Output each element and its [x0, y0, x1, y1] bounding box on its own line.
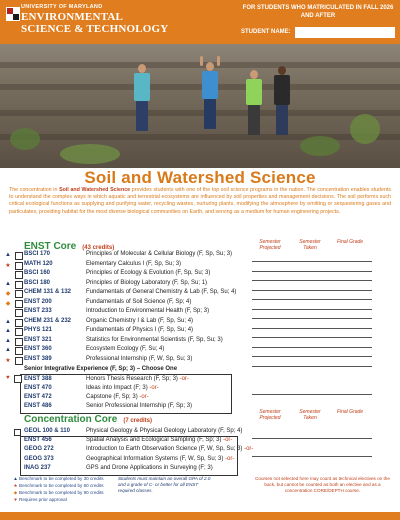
course-checkbox[interactable]	[15, 309, 23, 317]
course-name: Introduction to Earth Observation Science (F, W, Sp, Su; 3) -or-	[86, 446, 254, 453]
course-code: ENST 388	[24, 376, 52, 382]
course-name: Physical Geology & Physical Geology Laboratory (F, Sp; 4)	[86, 428, 243, 434]
course-code: GEOG 272	[24, 446, 54, 453]
course-name: Elementary Calculus I (F, Sp, Su; 3)	[86, 260, 182, 267]
legend-item	[12, 496, 104, 503]
benchmark-90-icon: ◆	[13, 490, 18, 496]
course-name: Ideas into Impact (F; 3) -or-	[86, 385, 159, 391]
matriculation-notice: FOR STUDENTS WHO MATRICULATED IN FALL 2026 AND AFTER	[242, 5, 394, 19]
course-code: PHYS 121	[24, 327, 53, 333]
legend-text: Benchmark to be completed by 90 credits	[19, 490, 104, 496]
semester-projected-cell[interactable]	[252, 428, 292, 439]
logo-line-2: SCIENCE & TECHNOLOGY	[21, 22, 169, 35]
semester-projected-cell[interactable]	[252, 446, 292, 457]
final-grade-cell[interactable]	[332, 446, 372, 457]
course-row	[0, 270, 400, 280]
course-row	[0, 280, 400, 290]
senior-exp-label: Senior Integrative Experience (F, Sp; 3) – Choose One	[24, 366, 178, 372]
course-checkbox[interactable]	[15, 338, 23, 346]
enst-core-credits: (43 credits)	[82, 245, 115, 251]
course-name: Capstone (F, Sp; 3) -or-	[86, 394, 149, 400]
course-name: GPS and Drone Applications in Surveying (F; 3)	[86, 464, 213, 471]
or-label: -or-	[244, 446, 254, 453]
course-checkbox[interactable]	[15, 281, 23, 289]
benchmark-60-icon: ★	[13, 483, 18, 489]
column-header-grade-2: Final Grade	[336, 409, 364, 415]
final-grade-cell[interactable]	[332, 384, 372, 395]
course-code: BSCI 170	[24, 251, 51, 257]
course-checkbox[interactable]	[14, 429, 21, 436]
course-name: Fundamentals of General Chemistry & Lab (F, Sp, Su; 4)	[86, 289, 237, 295]
benchmark-30-icon: ▲	[5, 318, 11, 325]
benchmark-30-icon: ▲	[5, 328, 11, 334]
course-code: ENST 470	[24, 385, 52, 391]
course-name: Honors Thesis Research (F, Sp; 3) -or-	[86, 376, 189, 382]
department-logo	[21, 5, 168, 35]
benchmark-30-icon: ▲	[5, 252, 11, 258]
legend-item	[12, 475, 104, 482]
final-grade-cell[interactable]	[332, 428, 372, 439]
final-grade-cell[interactable]	[332, 356, 372, 367]
course-name: Fundamentals of Physics I (F, Sp, Su; 4)	[86, 327, 194, 333]
course-code: ENST 360	[24, 346, 52, 352]
elective-note: Courses not selected here may count as technical electives on the back, but cannot be counted as both an elective and as a concentration CORE/DEPTH course.	[255, 476, 390, 494]
column-header-taken: Semester Taken	[299, 239, 321, 251]
course-code: GEOL 100 & 110	[24, 428, 70, 434]
course-code: BSCI 160	[24, 270, 51, 276]
course-row	[0, 308, 400, 318]
course-name: Principles of Ecology & Evolution (F, Sp, Su; 3)	[86, 270, 211, 276]
intro-paragraph: The concentration in Soil and Watershed Science provides students with one of the top soil science programs in the nation. The concentration enables students to understand the complex ways in which aquatic and terrestrial ecosystems are influenced by soil properties and management decisions. The soil performs such critical ecological functions as supplying and purifying water, recycling wastes, nurturing plants, modifying the atmosphere by emitting or sequestering gases and particulates, providing habitat for the most diverse biological communities on Earth, and serving as a medium for human engineering projects.	[9, 187, 392, 215]
logo-line-1: ENVIRONMENTAL	[21, 10, 124, 23]
course-name: Fundamentals of Soil Science (F, Sp; 4)	[86, 298, 192, 305]
course-checkbox[interactable]	[15, 357, 23, 365]
course-row	[0, 299, 400, 309]
course-code: ENST 486	[24, 403, 52, 409]
course-code: ENST 233	[24, 308, 52, 314]
course-checkbox[interactable]	[15, 252, 23, 260]
footer-bar	[0, 512, 400, 520]
column-header-taken-2: Semester Taken	[299, 409, 321, 421]
benchmark-30-icon: ▲	[5, 347, 11, 353]
course-name: Organic Chemistry I & Lab (F, Sp, Su; 4)	[86, 317, 194, 324]
course-code: GEOG 373	[24, 455, 54, 462]
concentration-heading: Concentration Core (7 credits)	[24, 414, 153, 425]
course-checkbox[interactable]	[15, 319, 23, 327]
heart-icon: ♥	[6, 375, 10, 381]
logo-small-text: UNIVERSITY OF MARYLAND	[21, 4, 103, 10]
gpa-note: Students must maintain an overall GPA of 2.0 and a grade of C- or better for all ENST required classes.	[118, 476, 211, 494]
benchmark-60-icon: ★	[5, 262, 11, 269]
heart-icon: ♥	[14, 497, 17, 503]
page-title: Soil and Watershed Science	[84, 168, 316, 187]
course-row	[0, 356, 400, 366]
course-checkbox[interactable]	[15, 347, 23, 355]
course-row	[0, 337, 400, 347]
student-name-label: STUDENT NAME:	[241, 29, 291, 35]
course-name: Principles of Molecular & Cellular Biology (F, Sp, Su; 3)	[86, 251, 233, 257]
course-row	[0, 346, 400, 356]
senior-exp-checkbox[interactable]	[14, 375, 22, 383]
course-code: ENST 472	[24, 394, 52, 400]
course-checkbox[interactable]	[15, 271, 23, 279]
benchmark-30-icon: ▲	[13, 476, 18, 481]
intro-bold-term: Soil and Watershed Science	[59, 187, 131, 193]
column-header-projected-2: Semester Projected	[259, 409, 281, 421]
benchmark-30-icon: ▲	[5, 280, 11, 287]
course-code: ENST 389	[24, 355, 52, 362]
course-code: ENST 200	[24, 298, 52, 305]
course-code: CHEM 231 & 232	[24, 317, 72, 324]
concentration-credits: (7 credits)	[123, 418, 153, 424]
course-name: Principles of Biology Laboratory (F, Sp, Su; 1)	[86, 279, 208, 286]
column-header-grade: Final Grade	[336, 239, 364, 245]
course-name: Geographical Information Systems (F, W, Sp, Su; 3) -or-	[86, 455, 235, 462]
course-row	[0, 289, 400, 299]
semester-taken-cell[interactable]	[292, 356, 332, 367]
semester-taken-cell[interactable]	[292, 384, 332, 395]
or-label: -or-	[179, 376, 189, 382]
or-label: -or-	[223, 437, 233, 444]
header-bar	[0, 0, 400, 44]
course-name: Statistics for Environmental Scientists (F, Sp, Su; 3)	[86, 336, 223, 343]
legend-item	[12, 489, 104, 496]
benchmark-60-icon: ★	[5, 357, 11, 364]
course-code: BSCI 180	[24, 279, 51, 286]
course-name: Introduction to Environmental Health (F, Sp; 3)	[86, 308, 210, 314]
benchmark-90-icon: ◆	[5, 300, 11, 307]
course-checkbox[interactable]	[15, 290, 23, 298]
column-header-projected: Semester Projected	[259, 239, 281, 251]
course-row	[0, 251, 400, 261]
enst-core-heading: ENST Core (43 credits)	[24, 241, 115, 252]
course-code: ENST 456	[24, 437, 52, 444]
course-code: ENST 321	[24, 336, 52, 343]
hero-photo	[0, 44, 400, 168]
course-code: INAG 237	[24, 464, 51, 471]
legend-text: Benchmark to be completed by 30 credits	[19, 476, 104, 481]
benchmark-legend	[12, 475, 104, 503]
course-checkbox[interactable]	[15, 328, 23, 336]
legend-text: Benchmark to be completed by 60 credits	[19, 483, 104, 489]
legend-item	[12, 482, 104, 489]
course-name: Spatial Analysis and Ecological Sampling (F, Sp; 3) -or-	[86, 437, 233, 444]
semester-taken-cell[interactable]	[292, 446, 332, 457]
or-label: -or-	[225, 455, 235, 462]
course-name: Senior Professional Internship (F, Sp; 3)	[86, 403, 193, 409]
student-name-field[interactable]	[295, 27, 395, 38]
semester-projected-cell[interactable]	[252, 384, 292, 395]
course-code: CHEM 131 & 132	[24, 289, 72, 295]
course-name: Ecosystem Ecology (F, Su; 4)	[86, 346, 165, 352]
semester-projected-cell[interactable]	[252, 356, 292, 367]
legend-text: Requires prior approval	[19, 497, 67, 503]
benchmark-30-icon: ▲	[5, 337, 11, 344]
course-checkbox[interactable]	[15, 300, 23, 308]
senior-exp-checkbox-row	[0, 374, 400, 384]
course-row	[0, 261, 400, 271]
or-label: -or-	[139, 394, 149, 400]
semester-taken-cell[interactable]	[292, 428, 332, 439]
course-row	[0, 318, 400, 328]
course-checkbox[interactable]	[15, 262, 23, 270]
university-logo-icon	[6, 7, 20, 21]
course-code: MATH 120	[24, 260, 53, 267]
benchmark-90-icon: ◆	[5, 291, 11, 297]
course-row	[0, 327, 400, 337]
or-label: -or-	[149, 385, 159, 391]
course-name: Professional Internship (F, W, Sp, Su; 3)	[86, 355, 193, 362]
